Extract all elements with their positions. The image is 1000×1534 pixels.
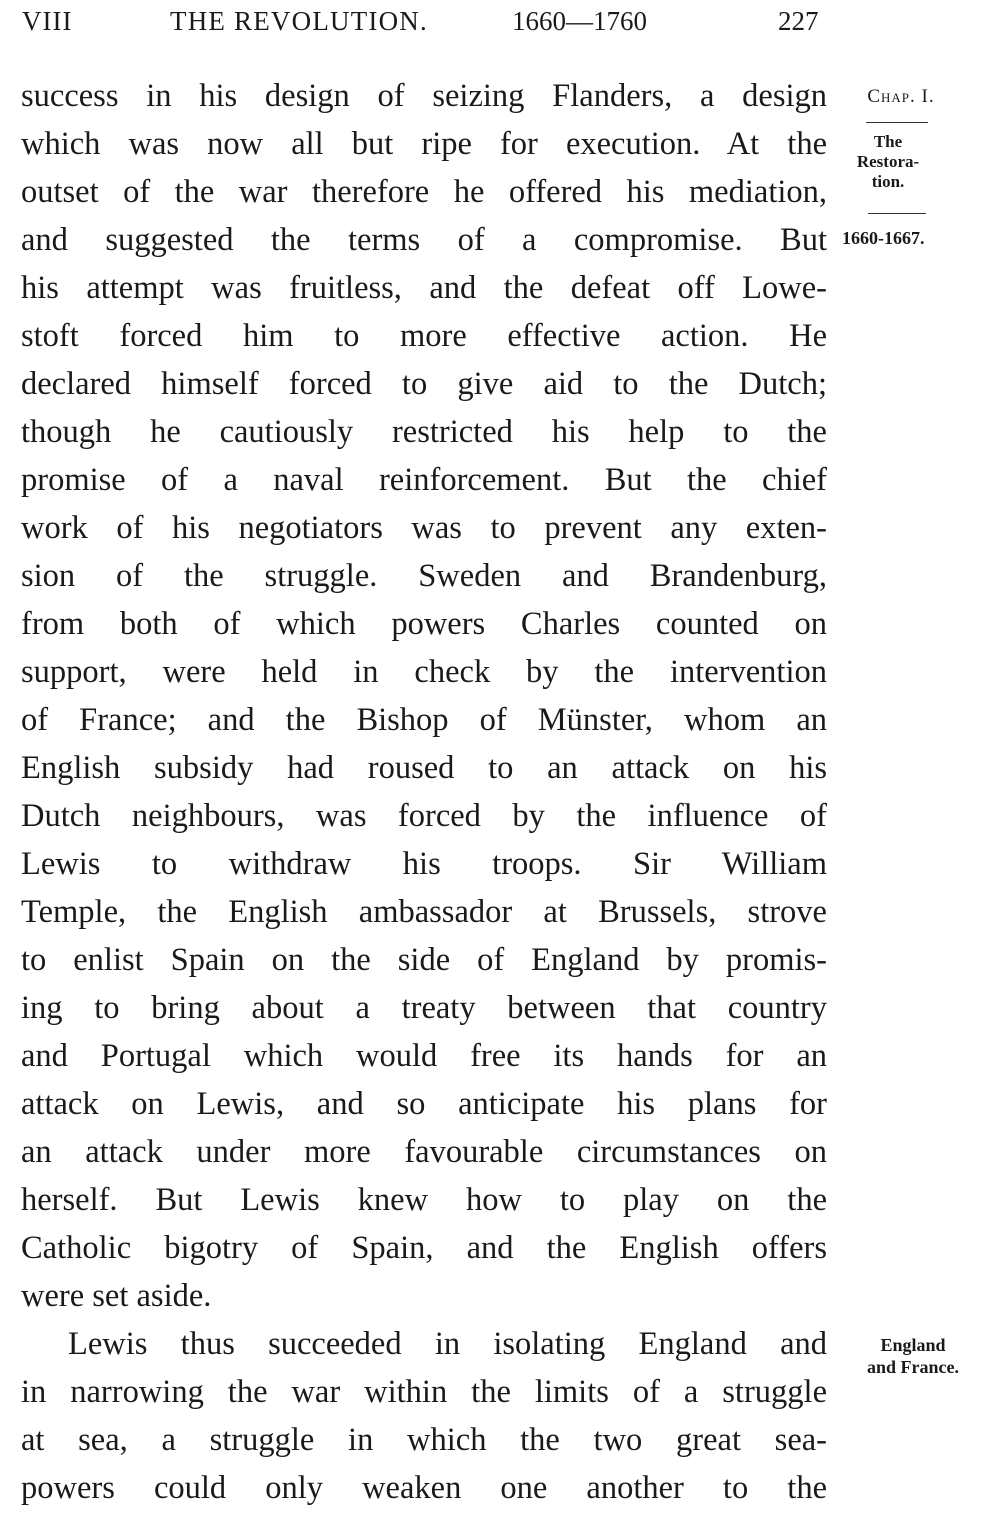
text-line: outset of the war therefore he offered his mediation, <box>21 174 827 210</box>
margin-note-line: England <box>880 1335 946 1355</box>
header-title: THE REVOLUTION. <box>170 6 428 36</box>
text-line: Lewis thus succeeded in isolating England and <box>68 1326 827 1362</box>
text-line: promise of a naval reinforcement. But the chief <box>21 462 827 498</box>
body-text <box>21 72 827 1512</box>
text-line: his attempt was fruitless, and the defeat off Lowe- <box>21 270 827 306</box>
text-line: ing to bring about a treaty between that country <box>21 990 827 1026</box>
margin-note-section <box>828 132 948 192</box>
text-line: and Portugal which would free its hands for an <box>21 1038 827 1074</box>
margin-rule <box>868 213 926 214</box>
text-line: herself. But Lewis knew how to play on the <box>21 1182 827 1218</box>
margin-note-section-line: The <box>873 132 903 151</box>
text-line: an attack under more favourable circumstances on <box>21 1134 827 1170</box>
text-line: Lewis to withdraw his troops. Sir William <box>21 846 827 882</box>
margin-note-line: and France. <box>867 1357 959 1377</box>
margin-note-section-line: tion. <box>871 172 905 191</box>
text-line: Catholic bigotry of Spain, and the English offers <box>21 1230 827 1266</box>
text-line: attack on Lewis, and so anticipate his plans for <box>21 1086 827 1122</box>
text-line: English subsidy had roused to an attack on his <box>21 750 827 786</box>
header-chapter-number: VIII <box>22 6 73 36</box>
text-line: Dutch neighbours, was forced by the influence of <box>21 798 827 834</box>
text-line: Temple, the English ambassador at Brussels, strove <box>21 894 827 930</box>
margin-note-section-line: Restora- <box>856 152 920 171</box>
margin-note-dates: 1660-1667. <box>842 228 925 248</box>
text-line: which was now all but ripe for execution. At the <box>21 126 827 162</box>
text-line: in narrowing the war within the limits of a struggle <box>21 1374 827 1410</box>
text-line: declared himself forced to give aid to the Dutch; <box>21 366 827 402</box>
text-line: and suggested the terms of a compromise. But <box>21 222 827 258</box>
text-line: to enlist Spain on the side of England by promis- <box>21 942 827 978</box>
text-line: at sea, a struggle in which the two great sea- <box>21 1422 827 1458</box>
text-line: from both of which powers Charles counted on <box>21 606 827 642</box>
text-line: success in his design of seizing Flanders, a design <box>21 78 827 114</box>
text-line: support, were held in check by the intervention <box>21 654 827 690</box>
text-line: work of his negotiators was to prevent any exten- <box>21 510 827 546</box>
header-dates: 1660—1760 <box>512 6 647 36</box>
text-line: of France; and the Bishop of Münster, whom an <box>21 702 827 738</box>
page-number: 227 <box>778 6 819 36</box>
text-line: stoft forced him to more effective action. He <box>21 318 827 354</box>
running-header <box>22 4 822 38</box>
text-line: were set aside. <box>21 1278 212 1314</box>
text-line: sion of the struggle. Sweden and Brandenburg, <box>21 558 827 594</box>
text-line: powers could only weaken one another to the <box>21 1470 827 1506</box>
margin-note-england-france <box>838 1334 988 1378</box>
margin-note-chapter: Chap. I. <box>867 86 935 107</box>
text-line: though he cautiously restricted his help to the <box>21 414 827 450</box>
margin-rule <box>866 122 928 123</box>
